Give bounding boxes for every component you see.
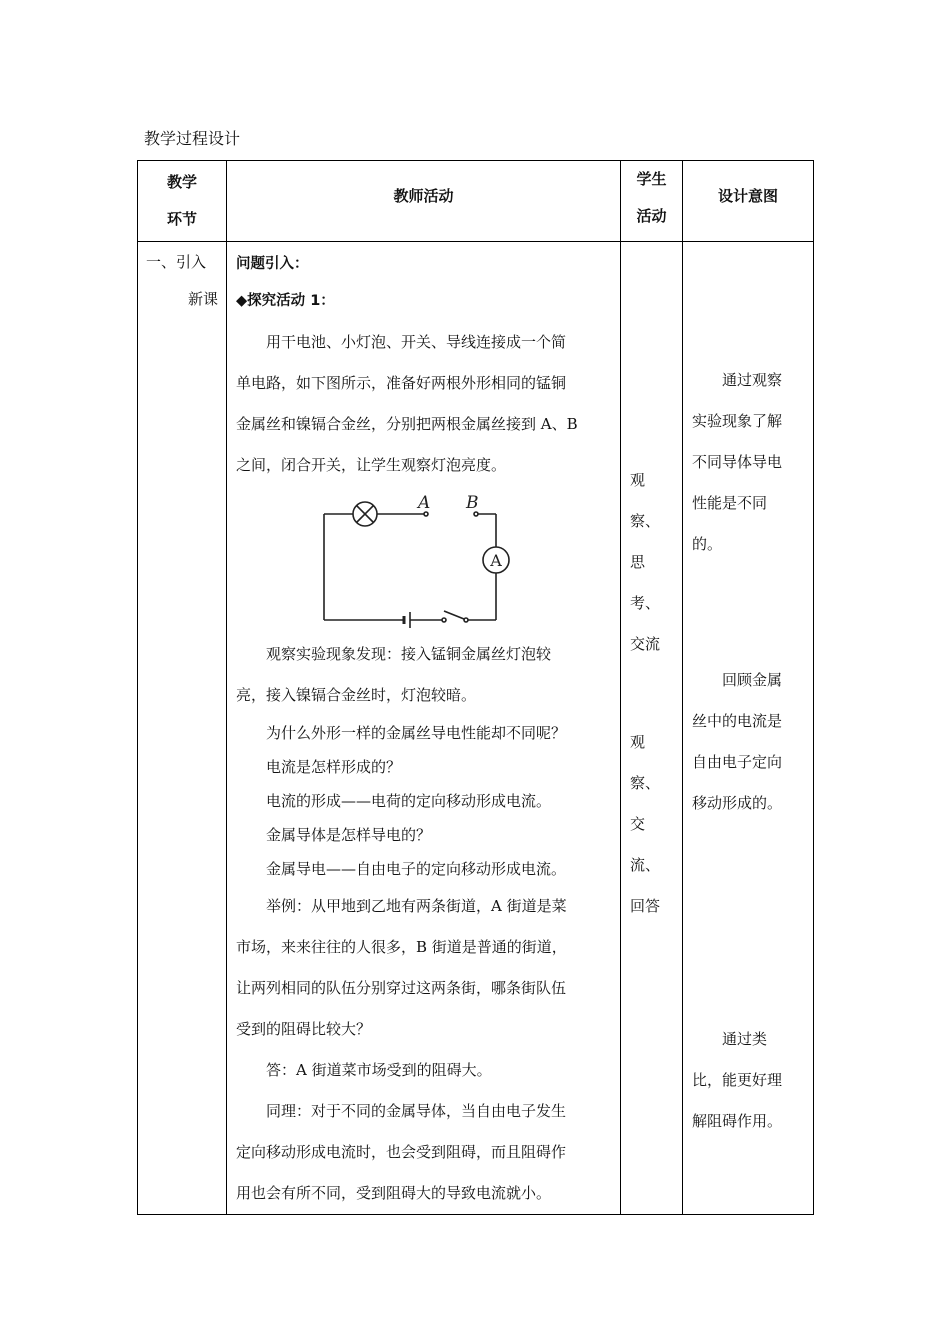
para1-line3: 金属丝和镍镉合金丝，分别把两根金属丝接到 A、B [236,415,578,433]
obs-line1: 观察实验现象发现：接入锰铜金属丝灯泡较 [266,645,552,663]
header-student [621,161,683,242]
design-b3-2: 比，能更好理 [692,1071,783,1089]
table-header-row [138,161,814,242]
teacher-cell [227,242,621,1215]
design-b2-4: 移动形成的。 [692,794,783,812]
student-group-1 [630,460,670,665]
design-b1-1: 通过观察 [722,371,783,389]
answer-2: 电流的形成——电荷的定向移动形成电流。 [266,792,552,810]
question-2: 电流是怎样形成的？ [266,758,402,776]
header-stage-line1: 教学 [166,173,197,191]
stage-line2: 新课 [187,290,218,308]
circuit-svg [314,490,514,630]
switch-pivot [464,618,468,622]
question-3: 金属导体是怎样导电的？ [266,826,432,844]
example-line2: 市场，来来往往的人很多，B 街道是普通的街道， [236,938,567,956]
header-student-line1: 学生 [636,170,667,188]
student-g2-3: 交 [630,815,646,833]
student-g1-4: 考、 [630,594,661,612]
design-b1-5: 的。 [692,535,723,553]
ammeter-label: A [490,551,502,570]
student-g2-2: 察、 [630,774,661,792]
answer-3: 金属导电——自由电子的定向移动形成电流。 [266,860,567,878]
example-line4: 受到的阻碍比较大？ [236,1020,372,1038]
design-b2-2: 丝中的电流是 [692,712,783,730]
design-b2-3: 自由电子定向 [692,753,783,771]
design-block-1 [692,360,802,565]
design-b1-3: 不同导体导电 [692,453,783,471]
activity-label: ◆探究活动 1： [236,293,335,309]
design-cell [683,242,814,1215]
header-teacher [227,161,621,242]
para1-line4: 之间，闭合开关，让学生观察灯泡亮度。 [236,456,507,474]
student-cell [621,242,683,1215]
header-stage-line2: 环节 [166,210,197,228]
switch-lever [444,611,464,619]
header-teacher-label: 教师活动 [393,187,454,205]
student-g1-5: 交流 [630,635,661,653]
design-b3-3: 解阻碍作用。 [692,1112,783,1130]
answer-line: 答：A 街道菜市场受到的阻碍大。 [266,1061,492,1079]
same-line3: 用也会有所不同，受到阻碍大的导致电流就小。 [236,1184,552,1202]
label-a: A [418,493,431,513]
obs-line2: 亮，接入镍镉合金丝时，灯泡较暗。 [236,686,477,704]
label-b: B [466,493,479,513]
header-stage [138,161,227,242]
design-b1-4: 性能是不同 [692,494,768,512]
intro-label: 问题引入： [236,256,309,272]
header-design [683,161,814,242]
design-b1-2: 实验现象了解 [692,412,783,430]
circuit-diagram [236,486,614,634]
table-row [138,242,814,1215]
lesson-table [137,160,814,1215]
header-student-line2: 活动 [636,207,667,225]
design-b2-1: 回顾金属 [722,671,783,689]
student-g2-4: 流、 [630,856,661,874]
student-g2-5: 回答 [630,897,661,915]
student-g1-3: 思 [630,553,646,571]
example-line1: 举例：从甲地到乙地有两条街道，A 街道是菜 [266,897,567,915]
design-b3-1: 通过类 [722,1030,768,1048]
switch-contact [442,618,446,622]
stage-line1: 一、引入 [146,253,207,271]
student-g2-1: 观 [630,733,646,751]
same-line1: 同理：对于不同的金属导体，当自由电子发生 [266,1102,567,1120]
header-design-label: 设计意图 [717,187,778,205]
para1-line2: 单电路，如下图所示，准备好两根外形相同的锰铜 [236,374,567,392]
para1-line1: 用干电池、小灯泡、开关、导线连接成一个简 [266,333,567,351]
student-g1-2: 察、 [630,512,661,530]
same-line2: 定向移动形成电流时，也会受到阻碍，而且阻碍作 [236,1143,567,1161]
design-block-3 [692,1019,802,1142]
student-g1-1: 观 [630,471,646,489]
student-group-2 [630,722,670,927]
page-heading: 教学过程设计 [144,129,241,148]
stage-cell [138,242,227,1215]
design-block-2 [692,660,802,824]
example-line3: 让两列相同的队伍分别穿过这两条街，哪条街队伍 [236,979,567,997]
question-1: 为什么外形一样的金属丝导电性能却不同呢？ [266,724,567,742]
